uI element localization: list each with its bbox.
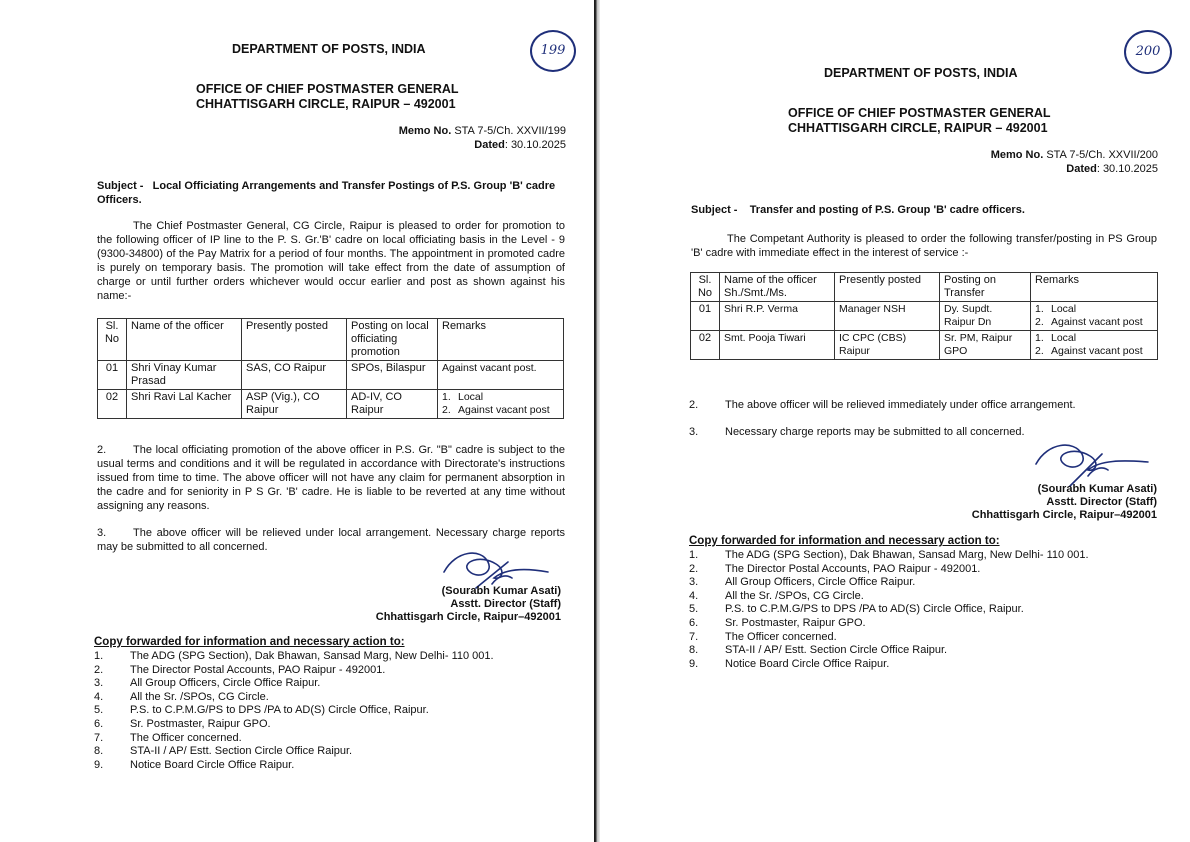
column-header-presently-posted: Presently posted — [242, 319, 347, 361]
paragraph-2 — [689, 398, 1157, 412]
cell-officer-name: Shri R.P. Verma — [720, 302, 835, 331]
list-item: 2. The Director Postal Accounts, PAO Raipur - 492001. — [689, 562, 981, 575]
dated-label: Dated — [474, 139, 505, 151]
subject-label: Subject - — [97, 180, 144, 192]
copy-list — [689, 549, 1089, 671]
memo-page-200 — [600, 0, 1190, 842]
table-row — [98, 361, 564, 390]
office-name — [196, 82, 459, 112]
page-number-stamp: 200 — [1124, 30, 1172, 74]
copy-forwarded-heading: Copy forwarded for information and necessary action to: — [94, 636, 405, 648]
office-line-1: OFFICE OF CHIEF POSTMASTER GENERAL — [196, 82, 459, 96]
memo-page-199 — [0, 0, 594, 842]
office-name — [788, 106, 1051, 136]
subject-label: Subject - — [691, 204, 738, 216]
memo-label: Memo No. — [398, 125, 452, 137]
memo-date: : 30.10.2025 — [504, 139, 566, 151]
signatory-block — [376, 585, 561, 624]
paragraph-number: 3. — [97, 527, 107, 539]
paragraph-3-text: Necessary charge reports may be submitted to all concerned. — [725, 426, 1025, 438]
cell-officer-name: Shri Vinay Kumar Prasad — [127, 361, 242, 390]
list-item: 3. All Group Officers, Circle Office Raipur. — [689, 576, 916, 589]
list-item: 8. STA-II / AP/ Estt. Section Circle Office Raipur. — [94, 745, 353, 758]
cell-posting: SPOs, Bilaspur — [347, 361, 438, 390]
paragraph-2-text: The local officiating promotion of the above officer in P.S. Gr. "B" cadre is subject to the usual terms and conditions and it will be regulated in accordance with Directorate's instructions issued from time to time. The above officer will not have any claim for permanent absorption in the cadre and for seniority in P S Gr. 'B' cadre. He is liable to be reverted at any time without assigning any reasons. — [97, 444, 565, 512]
column-header-presently-posted: Presently posted — [835, 273, 940, 302]
cell-sl-no: 01 — [98, 361, 127, 390]
signatory-name: (Sourabh Kumar Asati) — [441, 585, 561, 597]
table-header-row — [98, 319, 564, 361]
cell-officer-name: Shri Ravi Lal Kacher — [127, 390, 242, 419]
list-item: 6. Sr. Postmaster, Raipur GPO. — [94, 717, 271, 730]
column-header-posting: Posting on Transfer — [940, 273, 1031, 302]
office-line-2: CHHATTISGARH CIRCLE, RAIPUR – 492001 — [196, 97, 456, 111]
column-header-remarks: Remarks — [438, 319, 564, 361]
list-item: 9. Notice Board Circle Office Raipur. — [689, 657, 890, 670]
table-row — [691, 331, 1158, 360]
list-item: 7. The Officer concerned. — [689, 630, 837, 643]
column-header-sl-no: Sl. No — [691, 273, 720, 302]
memo-reference — [991, 148, 1158, 176]
cell-presently-posted: IC CPC (CBS) Raipur — [835, 331, 940, 360]
memo-label: Memo No. — [990, 149, 1044, 161]
list-item: 1. The ADG (SPG Section), Dak Bhawan, Sansad Marg, New Delhi- 110 001. — [689, 549, 1089, 561]
list-item: 3. All Group Officers, Circle Office Raipur. — [94, 677, 321, 690]
cell-presently-posted: ASP (Vig.), CO Raipur — [242, 390, 347, 419]
cell-presently-posted: SAS, CO Raipur — [242, 361, 347, 390]
paragraph-number: 2. — [97, 444, 107, 456]
promotion-table — [97, 318, 564, 419]
list-item: 4. All the Sr. /SPOs, CG Circle. — [94, 690, 269, 703]
list-item: 5. P.S. to C.P.M.G/PS to DPS /PA to AD(S) Circle Office, Raipur. — [689, 603, 1024, 616]
cell-sl-no: 01 — [691, 302, 720, 331]
paragraph-3-text: The above officer will be relieved under local arrangement. Necessary charge reports may be submitted to all concerned. — [97, 527, 565, 553]
transfer-table — [690, 272, 1158, 360]
copy-list — [94, 650, 494, 772]
cell-remarks — [1031, 302, 1158, 331]
department-heading: DEPARTMENT OF POSTS, INDIA — [232, 42, 426, 56]
remark-item: 1. Local — [1035, 303, 1077, 315]
signatory-office: Chhattisgarh Circle, Raipur–492001 — [971, 509, 1157, 521]
cell-remarks — [438, 390, 564, 419]
paragraph-2-text: The above officer will be relieved immediately under office arrangement. — [725, 399, 1076, 411]
paragraph-number: 2. — [689, 399, 699, 411]
intro-paragraph — [691, 232, 1157, 260]
column-header-sl-no: Sl. No — [98, 319, 127, 361]
column-header-posting: Posting on local officiating promotion — [347, 319, 438, 361]
signatory-office: Chhattisgarh Circle, Raipur–492001 — [375, 611, 561, 623]
list-item: 2. The Director Postal Accounts, PAO Raipur - 492001. — [94, 663, 386, 676]
page-number-stamp: 199 — [530, 30, 576, 72]
copy-forwarded-heading: Copy forwarded for information and necessary action to: — [689, 535, 1000, 547]
signatory-title: Asstt. Director (Staff) — [1046, 496, 1157, 508]
signatory-block — [972, 483, 1157, 522]
office-line-2: CHHATTISGARH CIRCLE, RAIPUR – 492001 — [788, 121, 1048, 135]
list-item: 6. Sr. Postmaster, Raipur GPO. — [689, 616, 866, 629]
intro-paragraph — [97, 219, 565, 303]
subject-text: Transfer and posting of P.S. Group 'B' cadre officers. — [749, 204, 1025, 216]
intro-text: The Competant Authority is pleased to order the following transfer/posting in PS Group 'B' cadre with immediate effect in the interest of service :- — [691, 233, 1157, 259]
column-header-name: Name of the officer Sh./Smt./Ms. — [720, 273, 835, 302]
cell-officer-name: Smt. Pooja Tiwari — [720, 331, 835, 360]
list-item: 8. STA-II / AP/ Estt. Section Circle Office Raipur. — [689, 644, 948, 657]
cell-posting: AD-IV, CO Raipur — [347, 390, 438, 419]
table-header-row — [691, 273, 1158, 302]
remark-item: 1. Local — [442, 391, 484, 403]
subject-line — [97, 179, 567, 207]
list-item: 1. The ADG (SPG Section), Dak Bhawan, Sansad Marg, New Delhi- 110 001. — [94, 650, 494, 662]
signatory-title: Asstt. Director (Staff) — [450, 598, 561, 610]
remark-item: 2. Against vacant post — [442, 404, 550, 416]
cell-posting: Sr. PM, Raipur GPO — [940, 331, 1031, 360]
remark-item: 2. Against vacant post — [1035, 345, 1143, 357]
subject-line — [691, 203, 1161, 217]
list-item: 9. Notice Board Circle Office Raipur. — [94, 758, 295, 771]
remark-item: 2. Against vacant post — [1035, 316, 1143, 328]
department-heading: DEPARTMENT OF POSTS, INDIA — [824, 66, 1018, 80]
paragraph-number: 3. — [689, 426, 699, 438]
cell-posting: Dy. Supdt. Raipur Dn — [940, 302, 1031, 331]
list-item: 4. All the Sr. /SPOs, CG Circle. — [689, 589, 864, 602]
dated-label: Dated — [1066, 163, 1097, 175]
memo-number: STA 7-5/Ch. XXVII/199 — [454, 125, 566, 137]
memo-date: : 30.10.2025 — [1096, 163, 1158, 175]
cell-remarks: Against vacant post. — [438, 361, 564, 390]
table-row — [691, 302, 1158, 331]
intro-text: The Chief Postmaster General, CG Circle, Raipur is pleased to order for promotion to the following officer of IP line to the P. S. Gr.'B' cadre on local officiating basis in the Level - 9 (9300-34800) of the Pay Matrix for a period of four months. The appointment in promoted cadre is purely on temporary basis. The promotion will take effect from the date of assumption of charge or until further orders whichever would occur earlier and post as shown against his name:- — [97, 220, 565, 302]
table-row — [98, 390, 564, 419]
cell-remarks — [1031, 331, 1158, 360]
office-line-1: OFFICE OF CHIEF POSTMASTER GENERAL — [788, 106, 1051, 120]
cell-presently-posted: Manager NSH — [835, 302, 940, 331]
list-item: 5. P.S. to C.P.M.G/PS to DPS /PA to AD(S) Circle Office, Raipur. — [94, 704, 429, 717]
column-header-name: Name of the officer — [127, 319, 242, 361]
memo-number: STA 7-5/Ch. XXVII/200 — [1046, 149, 1158, 161]
cell-sl-no: 02 — [691, 331, 720, 360]
column-header-remarks: Remarks — [1031, 273, 1158, 302]
subject-text: Local Officiating Arrangements and Transfer Postings of P.S. Group 'B' cadre Officers. — [97, 180, 556, 206]
remark-item: 1. Local — [1035, 332, 1077, 344]
memo-reference — [399, 124, 566, 152]
cell-sl-no: 02 — [98, 390, 127, 419]
paragraph-2 — [97, 443, 565, 513]
list-item: 7. The Officer concerned. — [94, 731, 242, 744]
signatory-name: (Sourabh Kumar Asati) — [1037, 483, 1157, 495]
